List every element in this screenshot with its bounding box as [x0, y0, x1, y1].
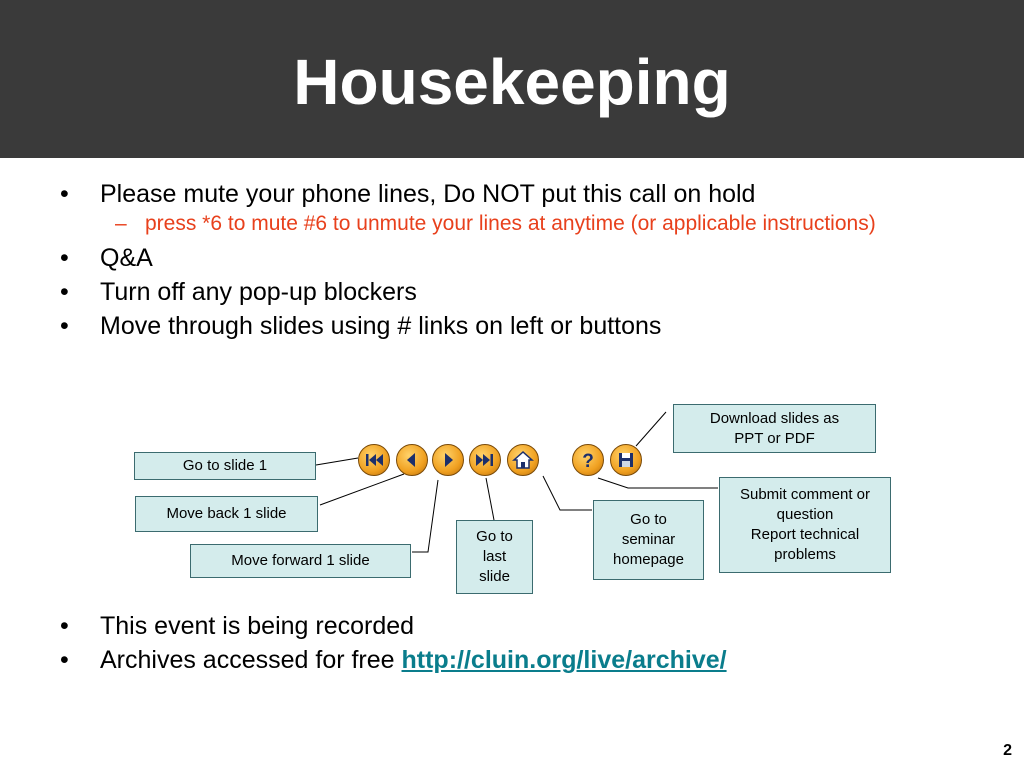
title-bar — [0, 0, 1024, 158]
skip-to-first-icon — [362, 448, 386, 472]
next-slide-button[interactable] — [432, 444, 464, 476]
download-save-button[interactable] — [610, 444, 642, 476]
callout-text: Move back 1 slide — [166, 505, 287, 522]
callout-text-line: slide — [479, 568, 510, 585]
bullet-text: Please mute your phone lines, Do NOT put this call on hold — [100, 180, 756, 208]
bullet-item — [60, 310, 960, 342]
skip-to-last-button[interactable] — [469, 444, 501, 476]
skip-to-last-icon — [473, 448, 497, 472]
bullet-item — [60, 276, 960, 308]
bullet-text: Turn off any pop-up blockers — [100, 278, 417, 306]
callout-text-line: Report technical — [750, 526, 860, 543]
bullet-item — [60, 178, 960, 210]
callout-text-line: last — [482, 548, 507, 565]
callout-text-line: question — [776, 506, 834, 523]
sub-bullet-text: press *6 to mute #6 to unmute your lines at anytime (or applicable instructions) — [145, 212, 876, 235]
sub-bullet-item — [60, 212, 960, 236]
callout-text-line: PPT or PDF — [734, 429, 815, 447]
callout-submit-comment — [719, 477, 891, 573]
callout-text: Go to slide 1 — [182, 457, 268, 474]
bullet-list — [60, 178, 960, 344]
previous-slide-button[interactable] — [396, 444, 428, 476]
page-number: 2 — [1003, 742, 1012, 759]
callout-move-back — [135, 496, 318, 532]
help-button[interactable] — [572, 444, 604, 476]
bullet-text: This event is being recorded — [100, 612, 415, 640]
previous-icon — [400, 448, 424, 472]
bullet-dot: • — [60, 312, 69, 340]
archive-link[interactable]: http://cluin.org/live/archive/ — [401, 646, 727, 674]
slide-title: Housekeeping — [293, 46, 731, 118]
callout-download-slides — [673, 404, 876, 453]
callout-go-to-last-slide — [456, 520, 533, 594]
callout-text-line: Download slides as — [709, 409, 840, 427]
bullet-dot: • — [60, 244, 69, 272]
callout-text-line: Submit comment or — [739, 486, 871, 503]
seminar-home-button[interactable] — [507, 444, 539, 476]
bullet-dot: • — [60, 278, 69, 306]
bullet-dot: • — [60, 180, 69, 208]
bullet-item — [60, 644, 960, 676]
bullet-text: Archives accessed for free — [100, 646, 402, 674]
svg-text:?: ? — [582, 451, 594, 472]
bullet-text: Q&A — [100, 244, 153, 272]
next-icon — [436, 448, 460, 472]
callout-text-line: problems — [774, 546, 836, 563]
home-icon — [511, 448, 535, 472]
callout-move-forward — [190, 544, 411, 578]
callout-go-to-slide-1 — [134, 452, 316, 480]
bullet-dot: • — [60, 612, 69, 640]
callout-text-line: Go to — [476, 528, 513, 545]
callout-seminar-homepage — [593, 500, 704, 580]
callout-text-line: seminar — [621, 531, 676, 548]
callout-text-line: Go to — [630, 511, 667, 528]
bullet-item — [60, 610, 960, 642]
bullet-item — [60, 242, 960, 274]
bottom-bullet-list — [60, 610, 960, 678]
bullet-dot: • — [60, 646, 69, 674]
callout-text-line: homepage — [613, 551, 684, 568]
callout-text: Move forward 1 slide — [231, 552, 370, 569]
skip-to-first-button[interactable] — [358, 444, 390, 476]
save-floppy-icon — [614, 448, 638, 472]
bullet-text: Move through slides using # links on left or buttons — [100, 312, 662, 340]
sub-bullet-dash: – — [115, 212, 127, 235]
help-question-icon — [576, 448, 600, 472]
